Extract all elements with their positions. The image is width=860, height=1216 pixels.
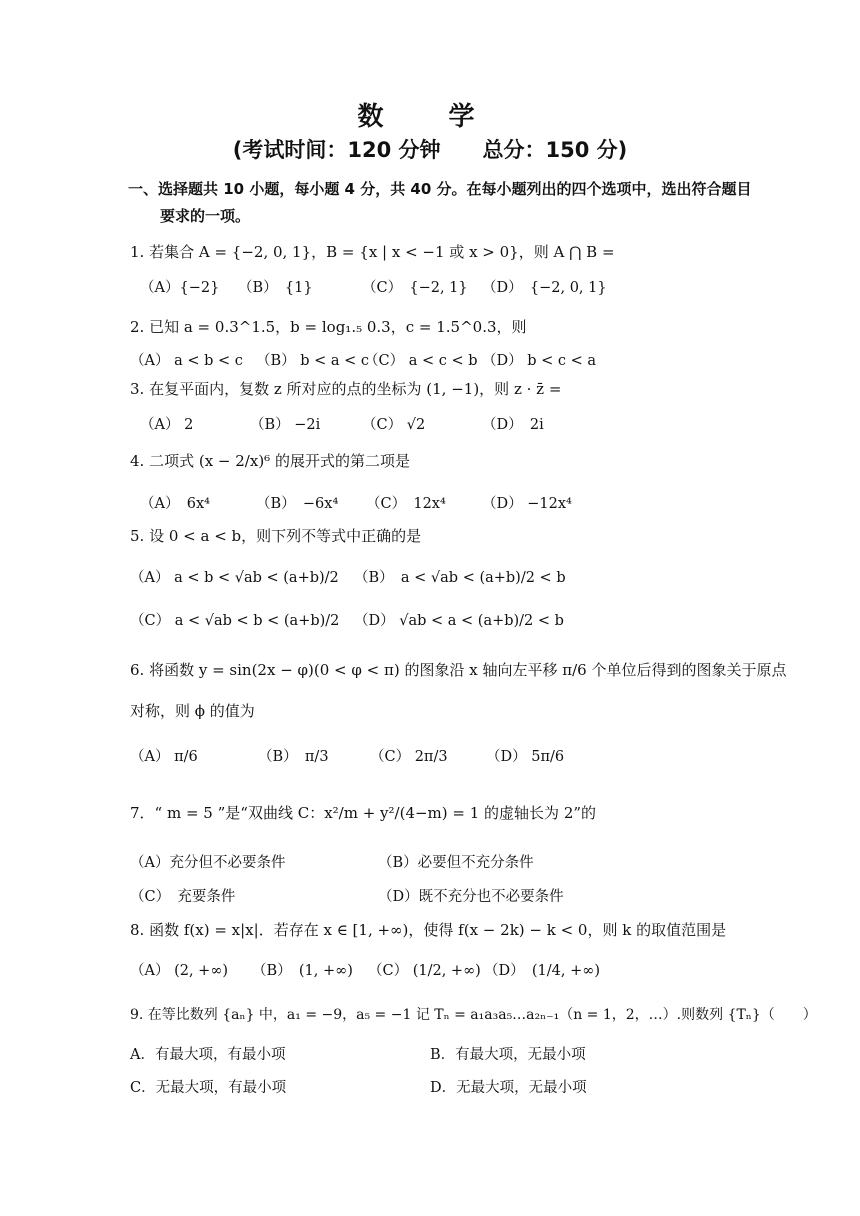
exam-info: (考试时间：120 分钟 总分：150 分): [232, 138, 628, 162]
q5-option-a: （A） a < b < √ab < (a+b)/2: [130, 570, 339, 586]
q1-option-a: （A）{−2}: [140, 280, 220, 296]
q3-option-d: （D） 2i: [482, 417, 544, 433]
q7-option-b: （B）必要但不充分条件: [378, 855, 534, 871]
section-heading: 一、选择题共 10 小题，每小题 4 分，共 40 分。在每小题列出的四个选项中，选出符合题目: [128, 180, 752, 198]
page-title: 数 学: [357, 102, 503, 132]
q3-option-a: （A） 2: [140, 417, 194, 433]
q5-option-b: （B） a < √ab < (a+b)/2 < b: [354, 570, 566, 586]
q6-option-c: （C） 2π/3: [370, 749, 448, 765]
q8-option-a: （A） (2, +∞): [130, 963, 229, 979]
question-2-stem: 2. 已知 a = 0.3^1.5，b = log₁.₅ 0.3，c = 1.5^0.3，则: [130, 318, 527, 336]
question-9-stem: 9. 在等比数列 {aₙ} 中，a₁ = −9，a₅ = −1 记 Tₙ = a₁a₃a₅…a₂ₙ₋₁（n = 1，2，…）.则数列 {Tₙ}（ ）: [130, 1007, 817, 1023]
question-4-stem: 4. 二项式 (x − 2/x)⁶ 的展开式的第二项是: [130, 452, 410, 470]
q8-option-b: （B） (1, +∞): [252, 963, 353, 979]
q2-option-d: （D） b < c < a: [482, 353, 597, 369]
q7-option-d: （D）既不充分也不必要条件: [378, 889, 564, 905]
q6-option-a: （A） π/6: [130, 749, 198, 765]
q3-option-c: （C） √2: [362, 417, 426, 433]
q9-option-d: D．无最大项，无最小项: [430, 1080, 587, 1096]
q3-option-b: （B） −2i: [250, 417, 321, 433]
q2-option-b: （B） b < a < c: [256, 353, 370, 369]
q9-option-a: A．有最大项，有最小项: [130, 1047, 286, 1063]
q6-option-b: （B） π/3: [258, 749, 329, 765]
q4-option-a: （A） 6x⁴: [140, 496, 210, 512]
q7-option-a: （A）充分但不必要条件: [130, 855, 286, 871]
question-6-stem: 6. 将函数 y = sin(2x − φ)(0 < φ < π) 的图象沿 x 轴向左平移 π/6 个单位后得到的图象关于原点: [130, 661, 787, 679]
q1-option-c: （C） {−2, 1}: [362, 280, 468, 296]
q4-option-d: （D） −12x⁴: [482, 496, 572, 512]
question-5-stem: 5. 设 0 < a < b，则下列不等式中正确的是: [130, 527, 422, 545]
q9-option-b: B．有最大项，无最小项: [430, 1047, 586, 1063]
q1-option-b: （B） {1}: [238, 280, 313, 296]
q2-option-a: （A） a < b < c: [130, 353, 243, 369]
q5-option-c: （C） a < √ab < b < (a+b)/2: [130, 613, 340, 629]
q4-option-b: （B） −6x⁴: [256, 496, 339, 512]
section-heading-cont: 要求的一项。: [160, 207, 251, 225]
q4-option-c: （C） 12x⁴: [366, 496, 446, 512]
q9-option-c: C．无最大项，有最小项: [130, 1080, 287, 1096]
q5-option-d: （D） √ab < a < (a+b)/2 < b: [354, 613, 564, 629]
q6-option-d: （D） 5π/6: [486, 749, 565, 765]
question-6-stem-cont: 对称，则 ϕ 的值为: [130, 702, 255, 720]
q8-option-c: （C） (1/2, +∞): [368, 963, 481, 979]
q8-option-d: （D） (1/4, +∞): [484, 963, 600, 979]
q1-option-d: （D） {−2, 0, 1}: [482, 280, 607, 296]
question-1-stem: 1. 若集合 A = {−2, 0, 1}，B = {x | x < −1 或 x > 0}，则 A ⋂ B =: [130, 243, 615, 261]
question-8-stem: 8. 函数 f(x) = x|x|．若存在 x ∈ [1, +∞)，使得 f(x − 2k) − k < 0，则 k 的取值范围是: [130, 921, 727, 939]
q2-option-c: （C） a < c < b: [364, 353, 478, 369]
question-3-stem: 3. 在复平面内，复数 z 所对应的点的坐标为 (1, −1)，则 z · z̄ =: [130, 380, 562, 398]
question-7-stem: 7．“ m = 5 ”是“双曲线 C：x²/m + y²/(4−m) = 1 的虚轴长为 2”的: [130, 804, 597, 822]
q7-option-c: （C） 充要条件: [130, 889, 236, 905]
